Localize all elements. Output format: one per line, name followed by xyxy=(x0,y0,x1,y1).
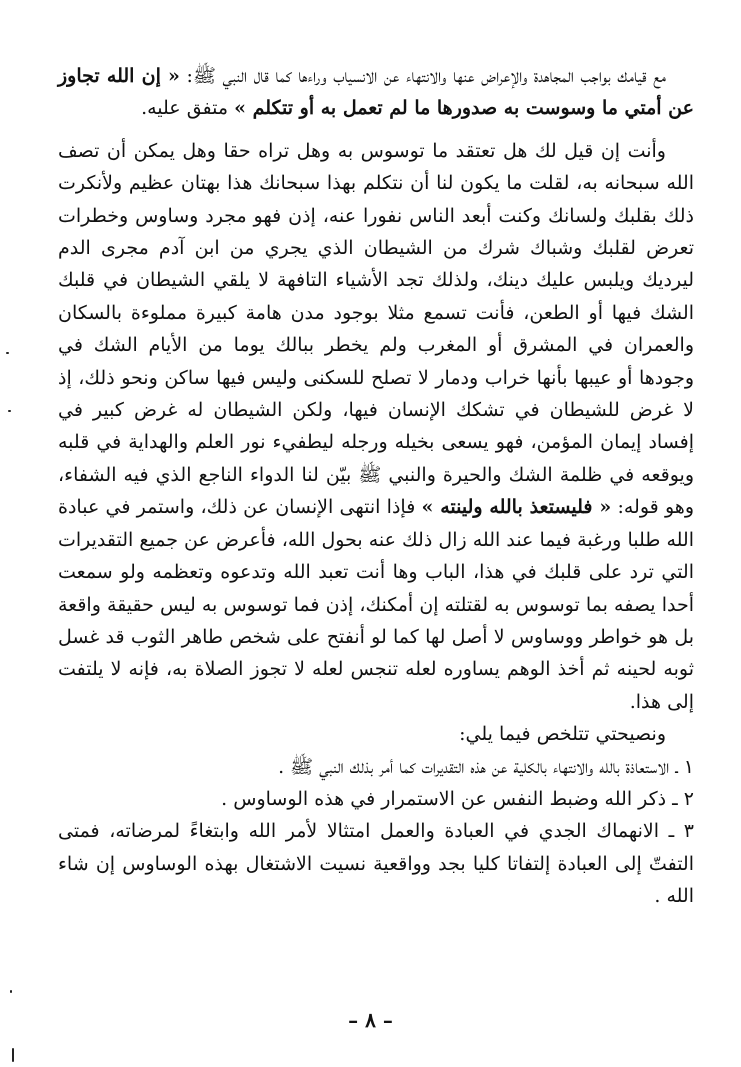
paragraph-1-text: مع قيامك بواجب المجاهدة والإعراض عنها والانتهاء عن الانسياب وراءها كما قال النبي ﷺ: xyxy=(179,65,666,87)
hadith-quote-2: « فليستعذ بالله ولينته » xyxy=(421,496,612,519)
advice-intro: ونصيحتي تتلخص فيما يلي: xyxy=(459,723,666,746)
scan-mark xyxy=(8,410,11,412)
paragraph-1 xyxy=(58,60,694,125)
scan-mark xyxy=(10,990,12,993)
page-body xyxy=(58,60,694,913)
advice-item-1: ١ ـ الاستعاذة بالله والانتهاء بالكلية عن هذه التقديرات كما أمر بذلك النبي ﷺ . xyxy=(278,755,694,778)
paragraph-1-tail: متفق عليه. xyxy=(141,97,235,120)
paragraph-2-text: وأنت إن قيل لك هل تعتقد ما توسوس به وهل تراه حقا وهل يمكن أن تصف الله سبحانه به، لقلت ما يكون لنا أن نتكلم بهذا سبحانك هذا بهتان عظيم ولأنكرت ذلك بقلبك ولسانك وكنت أبعد الناس نفورا عنه، إذن فهو مجرد وساوس وخطرات تعرض لقلبك وشباك شرك من الشيطان الذي يجري من ابن آدم مجرى الدم ليرديك ويلبس عليك دينك، ولذلك تجد الأشياء التافهة لا يلقي الشيطان في قلبك الشك فيها أو الطعن، فأنت تسمع مثلا بوجود مدن هامة كبيرة مملوءة بالسكان والعمران في المشرق أو المغرب ولم يخطر ببالك يوما من الأيام الشك في وجودها أو عيبها بأنها خراب ودمار لا تصلح للسكنى وليس فيها ساكن ونحو ذلك، إذ لا غرض للشيطان في تشكك الإنسان فيها، ولكن الشيطان له غرض كبير في إفساد إيمان المؤمن، فهو يسعى بخيله ورجله ليطفيء نور العلم والهداية في قلبه ويوقعه في ظلمة الشك والحيرة والنبي ﷺ بيّن لنا الدواء الناجع الذي فيه الشفاء، وهو قوله: xyxy=(58,139,694,519)
hadith-quote-1: « إن الله تجاوز عن أمتي ما وسوست به صدورها ما لم تعمل به أو تتكلم » xyxy=(58,65,694,120)
paragraph-2 xyxy=(58,135,694,718)
page-number: – ٨ – xyxy=(348,1008,393,1032)
scan-mark xyxy=(12,1048,14,1062)
scan-mark xyxy=(6,352,9,354)
paragraph-2-tail: فإذا انتهى الإنسان عن ذلك، واستمر في عبادة الله طلبا ورغبة فيما عند الله زال ذلك عنه بحول الله، فأعرض عن جميع التقديرات التي ترد على قلبك في هذا، الباب وها أنت تعبد الله وتدعوه وتعظمه ولو سمعت أحدا يصفه بما توسوس به لقتلته إن أمكنك، إذن فما توسوس به ليس حقيقة واقعة بل هو خواطر ووساوس لا أصل لها كما لو أنفتح على شخص طاهر الثوب قد غسل ثوبه لحينه ثم أخذ الوهم يساوره لعله تنجس لعله لا تجوز الصلاة به، فإنه لا يلتفت إلى هذا. xyxy=(58,496,694,713)
advice-item-3: ٣ ـ الانهماك الجدي في العبادة والعمل امتثالا لأمر الله وابتغاءً لمرضاته، فمتى التفتّ إلى العبادة إلتفاتا كليا بجد وواقعية نسيت الاشتغال بهذه الوساوس إن شاء الله . xyxy=(58,820,694,908)
advice-item-2: ٢ ـ ذكر الله وضبط النفس عن الاستمرار في هذه الوساوس . xyxy=(221,787,694,810)
